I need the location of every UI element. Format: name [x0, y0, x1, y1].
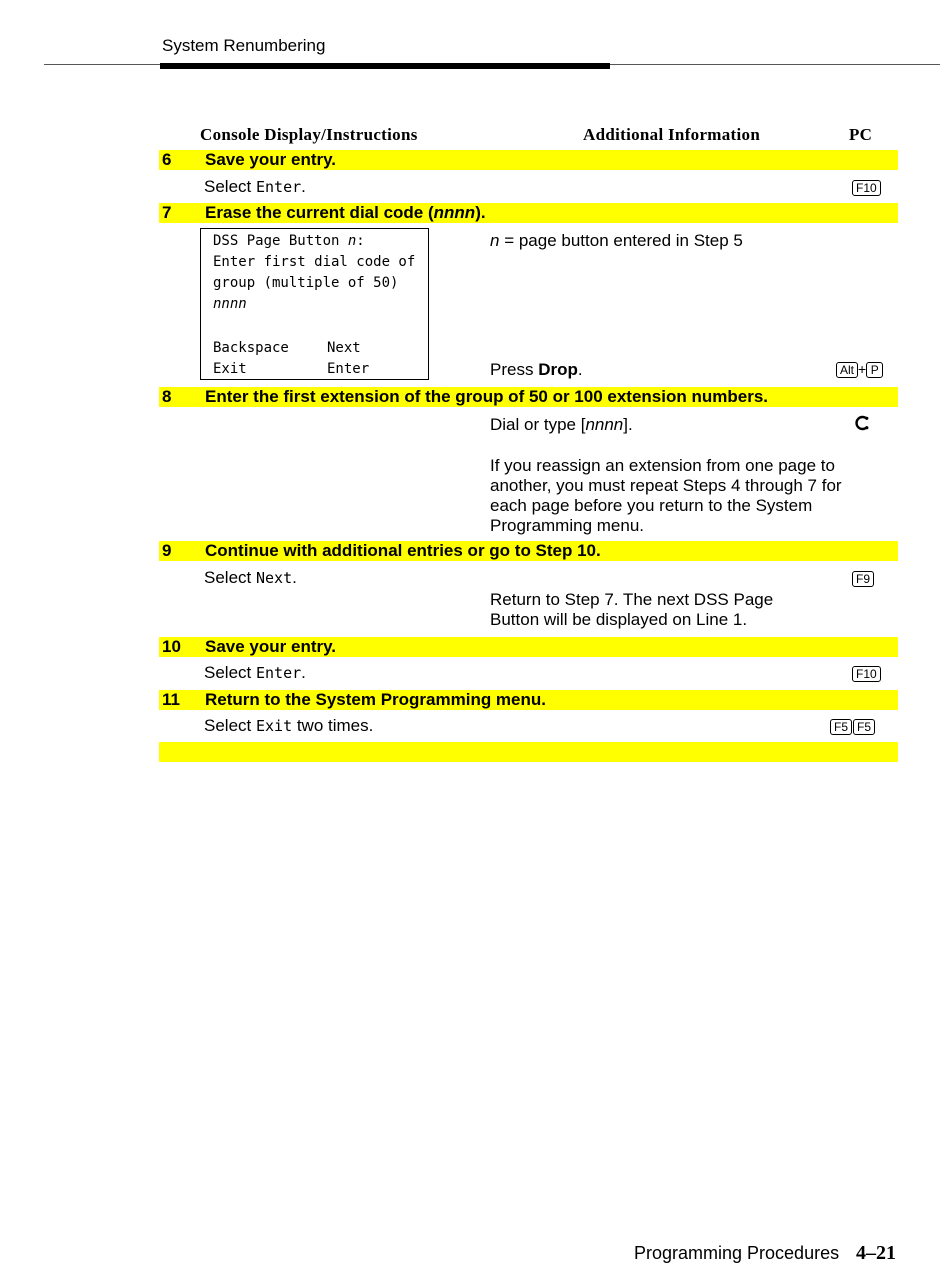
- key-f9: F9: [852, 571, 874, 587]
- step-title: Save your entry.: [205, 150, 337, 169]
- display-softkey-enter: Enter: [327, 361, 370, 377]
- column-heading-console: Console Display/Instructions: [200, 125, 418, 144]
- step-bar-10: [159, 637, 898, 657]
- key-f10: F10: [852, 180, 881, 196]
- step6-instruction: Select Enter.: [204, 177, 306, 196]
- step-number: 9: [162, 541, 172, 560]
- step-bar-9: [159, 541, 898, 561]
- step-bar-6: [159, 150, 898, 170]
- header-rule-thick: [160, 63, 610, 69]
- column-heading-info: Additional Information: [583, 125, 761, 144]
- step7-info: n = page button entered in Step 5: [490, 231, 743, 250]
- page-number: 4–21: [856, 1242, 896, 1264]
- key-f5: F5: [830, 719, 852, 735]
- step-title: Erase the current dial code (nnnn).: [205, 203, 486, 222]
- step9-instruction: Select Next.: [204, 568, 297, 587]
- step-number: 11: [162, 690, 180, 709]
- step10-instruction: Select Enter.: [204, 663, 306, 682]
- key-f5: F5: [853, 719, 875, 735]
- display-line-2: Enter first dial code of: [213, 254, 416, 270]
- running-header: System Renumbering: [162, 36, 326, 55]
- step-number: 6: [162, 150, 172, 169]
- footer-section: Programming Procedures: [634, 1243, 840, 1263]
- step9-note: Return to Step 7. The next DSS Page Button will be displayed on Line 1.: [490, 590, 774, 629]
- display-line-3: group (multiple of 50): [213, 275, 399, 291]
- step-number: 7: [162, 203, 172, 222]
- key-p: P: [866, 362, 883, 378]
- console-display: [200, 228, 429, 380]
- table-end-bar: [159, 742, 898, 762]
- step7-press: Press Drop.: [490, 360, 583, 379]
- display-line-4: nnnn: [213, 296, 247, 312]
- step-bar-11: [159, 690, 898, 710]
- telephone-dial-icon: [853, 414, 871, 432]
- pc-keys: [852, 570, 874, 587]
- option-exit: Exit: [255, 717, 293, 735]
- display-softkey-backspace: Backspace: [213, 340, 289, 356]
- step11-instruction: Select Exit two times.: [204, 716, 374, 735]
- step-number: 10: [162, 637, 181, 656]
- step-title: Continue with additional entries or go to Step 10.: [205, 541, 601, 560]
- step-bar-7: [159, 203, 898, 223]
- pc-keys: [852, 665, 881, 682]
- pc-keys: Alt + P: [836, 361, 883, 378]
- display-line-1: DSS Page Button n:: [213, 233, 365, 249]
- display-softkey-exit: Exit: [213, 361, 247, 377]
- key-alt: Alt: [836, 362, 858, 378]
- pc-keys: [830, 718, 875, 735]
- column-heading-pc: PC: [849, 125, 873, 144]
- option-enter: Enter: [255, 664, 302, 682]
- option-enter: Enter: [255, 178, 302, 196]
- step8-dial: Dial or type [nnnn].: [490, 415, 633, 434]
- pc-keys: [852, 179, 881, 196]
- step-bar-8: [159, 387, 898, 407]
- step8-note: If you reassign an extension from one page to another, you must repeat Steps 4 through 7 for each page before you return to the System Programming menu.: [490, 456, 842, 535]
- step-title: Return to the System Programming menu.: [205, 690, 546, 709]
- option-next: Next: [255, 569, 293, 587]
- key-f10: F10: [852, 666, 881, 682]
- step-number: 8: [162, 387, 172, 406]
- display-softkey-next: Next: [327, 340, 361, 356]
- drop-key-name: Drop: [538, 360, 578, 379]
- step-title: Enter the first extension of the group of 50 or 100 extension numbers.: [205, 387, 768, 406]
- step-title: Save your entry.: [205, 637, 337, 656]
